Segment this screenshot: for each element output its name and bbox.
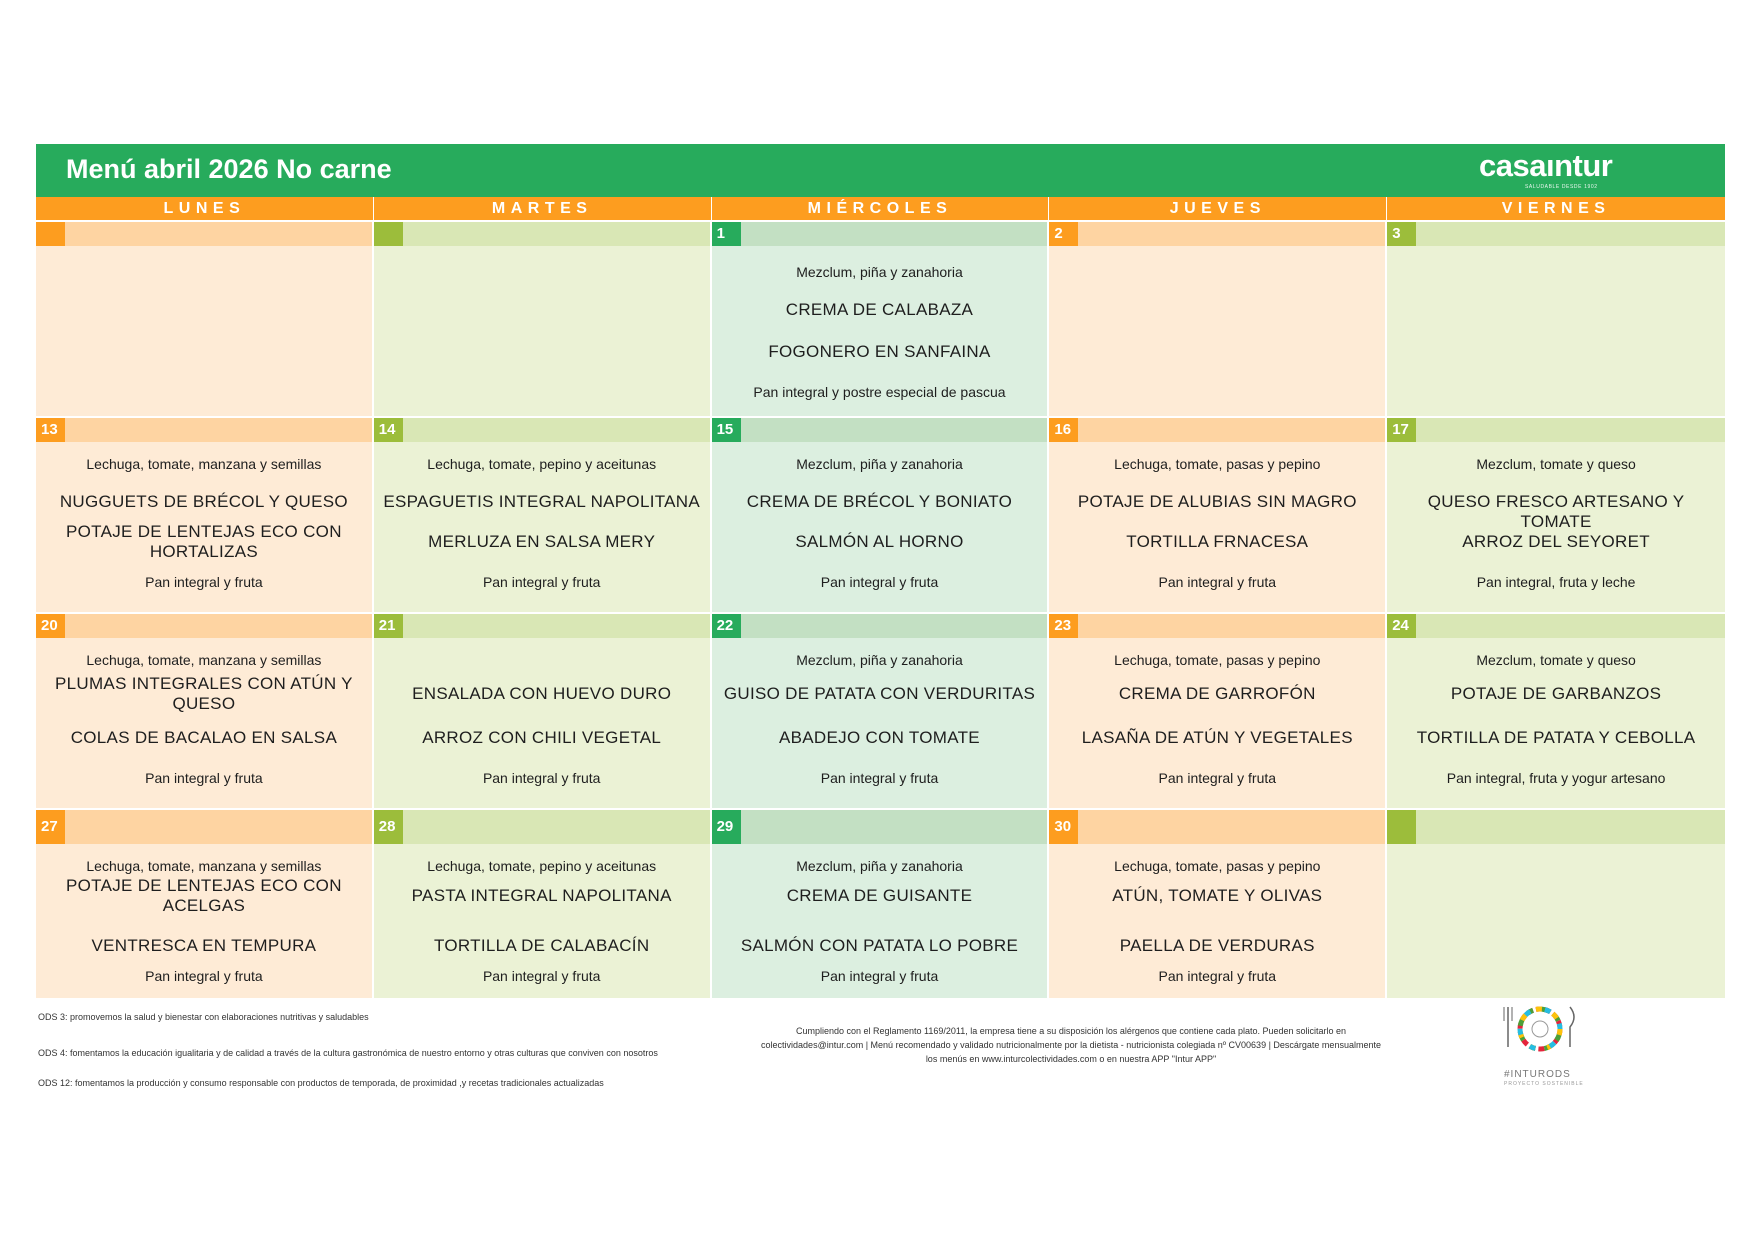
day-menu [1049,246,1385,416]
menu-second-course: LASAÑA DE ATÚN Y VEGETALES [1081,728,1353,747]
day-menu [374,844,710,998]
menu-first-course: CREMA DE BRÉCOL Y BONIATO [746,492,1013,511]
day-cell [374,222,712,416]
day-number-bar [1387,222,1725,246]
week-row [36,808,1725,998]
menu-first-course: NUGGUETS DE BRÉCOL Y QUESO [59,492,348,511]
menu-dessert: Pan integral y fruta [482,770,601,786]
day-number: 22 [712,614,741,638]
menu-first-course: CREMA DE GUISANTE [786,886,973,905]
day-cell [1387,810,1725,998]
weekday-monday: LUNES [36,197,374,220]
menu-first-course: GUISO DE PATATA CON VERDURITAS [723,684,1036,703]
day-number: 13 [36,418,65,442]
casaintur-logo [1479,150,1647,192]
footer-ods12: ODS 12: fomentamos la producción y consumo responsable con productos de temporada, de proximidad ,y recetas tradicionales actualizadas [38,1078,604,1088]
day-number: 3 [1387,222,1416,246]
menu-dessert: Pan integral y fruta [820,770,939,786]
day-cell [712,222,1050,416]
day-number-bar [1387,418,1725,442]
day-cell [1387,614,1725,808]
day-cell [712,810,1050,998]
day-cell [712,418,1050,612]
menu-first-course: QUESO FRESCO ARTESANO Y TOMATE [1427,492,1685,531]
day-number-bar [712,614,1048,638]
menu-dessert: Pan integral y fruta [145,770,263,786]
weekday-friday: VIERNES [1387,197,1725,220]
day-number-bar [712,810,1048,844]
menu-dessert: Pan integral y fruta [482,574,601,590]
day-number-bar [1049,810,1385,844]
page-title: Menú abril 2026 No carne [66,154,392,184]
day-menu [36,246,372,416]
day-number [36,222,65,246]
menu-first-course: POTAJE DE ALUBIAS SIN MAGRO [1077,492,1357,511]
logo-subtitle: SALUDABLE DESDE 1902 [1525,184,1598,190]
day-number: 20 [36,614,65,638]
weekday-thursday: JUEVES [1049,197,1387,220]
day-menu [712,844,1048,998]
day-number [1387,810,1416,844]
menu-dessert: Pan integral y postre especial de pascua [753,384,1006,400]
day-number: 14 [374,418,403,442]
day-cell [1049,614,1387,808]
ods-wheel-icon [1500,1003,1580,1063]
footer-ods4: ODS 4: fomentamos la educación igualitaria y de calidad a través de la cultura gastronómica de nuestro entorno y otras culturas que conviven con nosotros [38,1048,658,1058]
day-number: 24 [1387,614,1416,638]
menu-starter: Mezclum, tomate y queso [1476,456,1636,472]
menu-first-course: ATÚN, TOMATE Y OLIVAS [1112,886,1323,905]
day-number-bar [374,614,710,638]
menu-starter: Lechuga, tomate, pasas y pepino [1114,858,1321,874]
menu-dessert: Pan integral y fruta [145,968,263,984]
menu-first-course: PLUMAS INTEGRALES CON ATÚN Y QUESO [55,674,353,713]
menu-starter: Mezclum, tomate y queso [1476,652,1636,668]
day-cell [36,222,374,416]
footer-legal: Cumpliendo con el Reglamento 1169/2011, la empresa tiene a su disposición los alérgenos que contiene cada plato. Pueden solicitarlo en colectividades@intur.com | Menú recomendado y validado nutricionalmente por la dietista - nutricionista colegiada nº CV00639 | Descárgate mensualmente los menús en www.inturcolectividades.com o en nuestra APP "Intur APP" [761,1026,1381,1064]
day-number-bar [712,222,1048,246]
menu-dessert: Pan integral y fruta [820,968,939,984]
day-menu [712,638,1048,808]
day-number-bar [1049,222,1385,246]
menu-second-course: ARROZ DEL SEYORET [1462,532,1650,551]
day-number-bar [374,810,710,844]
day-cell [1387,418,1725,612]
menu-dessert: Pan integral y fruta [482,968,601,984]
day-number [374,222,403,246]
menu-starter: Lechuga, tomate, pasas y pepino [1114,456,1321,472]
menu-dessert: Pan integral y fruta [1158,968,1277,984]
day-number-bar [36,614,372,638]
menu-starter: Lechuga, tomate, pepino y aceitunas [427,858,657,874]
day-menu [374,638,710,808]
menu-second-course: ARROZ CON CHILI VEGETAL [422,728,662,747]
day-number: 30 [1049,810,1078,844]
menu-dessert: Pan integral y fruta [820,574,939,590]
menu-second-course: ABADEJO CON TOMATE [779,728,980,747]
day-number: 21 [374,614,403,638]
logo-text: casaıntur [1479,148,1613,183]
menu-first-course: POTAJE DE LENTEJAS ECO CON ACELGAS [66,876,342,915]
day-menu [712,442,1048,612]
day-menu [36,442,372,612]
menu-dessert: Pan integral, fruta y leche [1476,574,1636,590]
day-number-bar [1387,810,1725,844]
weekday-header [36,197,1725,220]
menu-starter: Lechuga, tomate, pepino y aceitunas [427,456,657,472]
weekday-wednesday: MIÉRCOLES [712,197,1050,220]
day-number-bar [1049,418,1385,442]
menu-dessert: Pan integral y fruta [145,574,263,590]
calendar-grid [36,220,1725,998]
day-menu [374,442,710,612]
menu-sheet [36,144,1725,998]
day-menu [374,246,710,416]
day-cell [1049,222,1387,416]
day-menu [36,844,372,998]
day-menu [1387,442,1725,612]
menu-first-course: PASTA INTEGRAL NAPOLITANA [411,886,672,905]
day-number: 23 [1049,614,1078,638]
day-menu [1387,844,1725,998]
menu-first-course: ENSALADA CON HUEVO DURO [412,684,672,703]
day-number: 16 [1049,418,1078,442]
ods-logo-text: #INTURODS [1504,1069,1571,1080]
menu-second-course: TORTILLA DE PATATA Y CEBOLLA [1416,728,1696,747]
menu-starter: Mezclum, piña y zanahoria [796,456,963,472]
day-number-bar [36,418,372,442]
day-number: 17 [1387,418,1416,442]
footer-ods3: ODS 3: promovemos la salud y bienestar con elaboraciones nutritivas y saludables [38,1012,369,1022]
day-cell [1049,810,1387,998]
day-number: 29 [712,810,741,844]
menu-starter: Mezclum, piña y zanahoria [796,858,963,874]
day-number-bar [36,222,372,246]
day-number: 1 [712,222,741,246]
menu-second-course: FOGONERO EN SANFAINA [768,342,991,361]
day-menu [1049,638,1385,808]
menu-second-course: SALMÓN AL HORNO [795,532,964,551]
title-bar [36,144,1725,197]
day-menu [712,246,1048,416]
day-cell [36,418,374,612]
day-number-bar [374,222,710,246]
menu-second-course: MERLUZA EN SALSA MERY [428,532,656,551]
week-row [36,220,1725,416]
menu-starter: Mezclum, piña y zanahoria [796,652,963,668]
menu-second-course: POTAJE DE LENTEJAS ECO CON HORTALIZAS [66,522,342,561]
day-cell [1387,222,1725,416]
day-cell [712,614,1050,808]
day-menu [36,638,372,808]
week-row [36,612,1725,808]
menu-dessert: Pan integral, fruta y yogur artesano [1446,770,1666,786]
menu-first-course: CREMA DE GARROFÓN [1118,684,1316,703]
menu-second-course: TORTILLA DE CALABACÍN [433,936,650,955]
day-cell [36,810,374,998]
menu-second-course: PAELLA DE VERDURAS [1119,936,1315,955]
menu-starter: Lechuga, tomate, manzana y semillas [86,858,322,874]
day-menu [1049,442,1385,612]
day-cell [374,418,712,612]
day-number: 28 [374,810,403,844]
day-number-bar [1049,614,1385,638]
day-menu [1387,638,1725,808]
day-cell [1049,418,1387,612]
menu-first-course: POTAJE DE GARBANZOS [1450,684,1662,703]
day-cell [36,614,374,808]
day-menu [1049,844,1385,998]
day-number: 27 [36,810,65,844]
menu-second-course: TORTILLA FRNACESA [1126,532,1309,551]
menu-starter: Lechuga, tomate, manzana y semillas [86,652,322,668]
day-number-bar [1387,614,1725,638]
menu-dessert: Pan integral y fruta [1158,574,1277,590]
week-row [36,416,1725,612]
menu-second-course: VENTRESCA EN TEMPURA [91,936,317,955]
day-cell [374,614,712,808]
menu-starter: Lechuga, tomate, pasas y pepino [1114,652,1321,668]
day-number-bar [712,418,1048,442]
day-cell [374,810,712,998]
day-number: 15 [712,418,741,442]
day-menu [1387,246,1725,416]
menu-first-course: CREMA DE CALABAZA [785,300,974,319]
ods-logo-subtitle: PROYECTO SOSTENIBLE [1504,1081,1584,1087]
menu-starter: Lechuga, tomate, manzana y semillas [86,456,322,472]
day-number: 2 [1049,222,1078,246]
day-number-bar [36,810,372,844]
day-number-bar [374,418,710,442]
menu-dessert: Pan integral y fruta [1158,770,1277,786]
menu-second-course: SALMÓN CON PATATA LO POBRE [740,936,1019,955]
weekday-tuesday: MARTES [374,197,712,220]
ods-logo [1500,1003,1584,1087]
menu-second-course: COLAS DE BACALAO EN SALSA [70,728,338,747]
menu-starter: Mezclum, piña y zanahoria [796,264,963,280]
menu-first-course: ESPAGUETIS INTEGRAL NAPOLITANA [383,492,701,511]
